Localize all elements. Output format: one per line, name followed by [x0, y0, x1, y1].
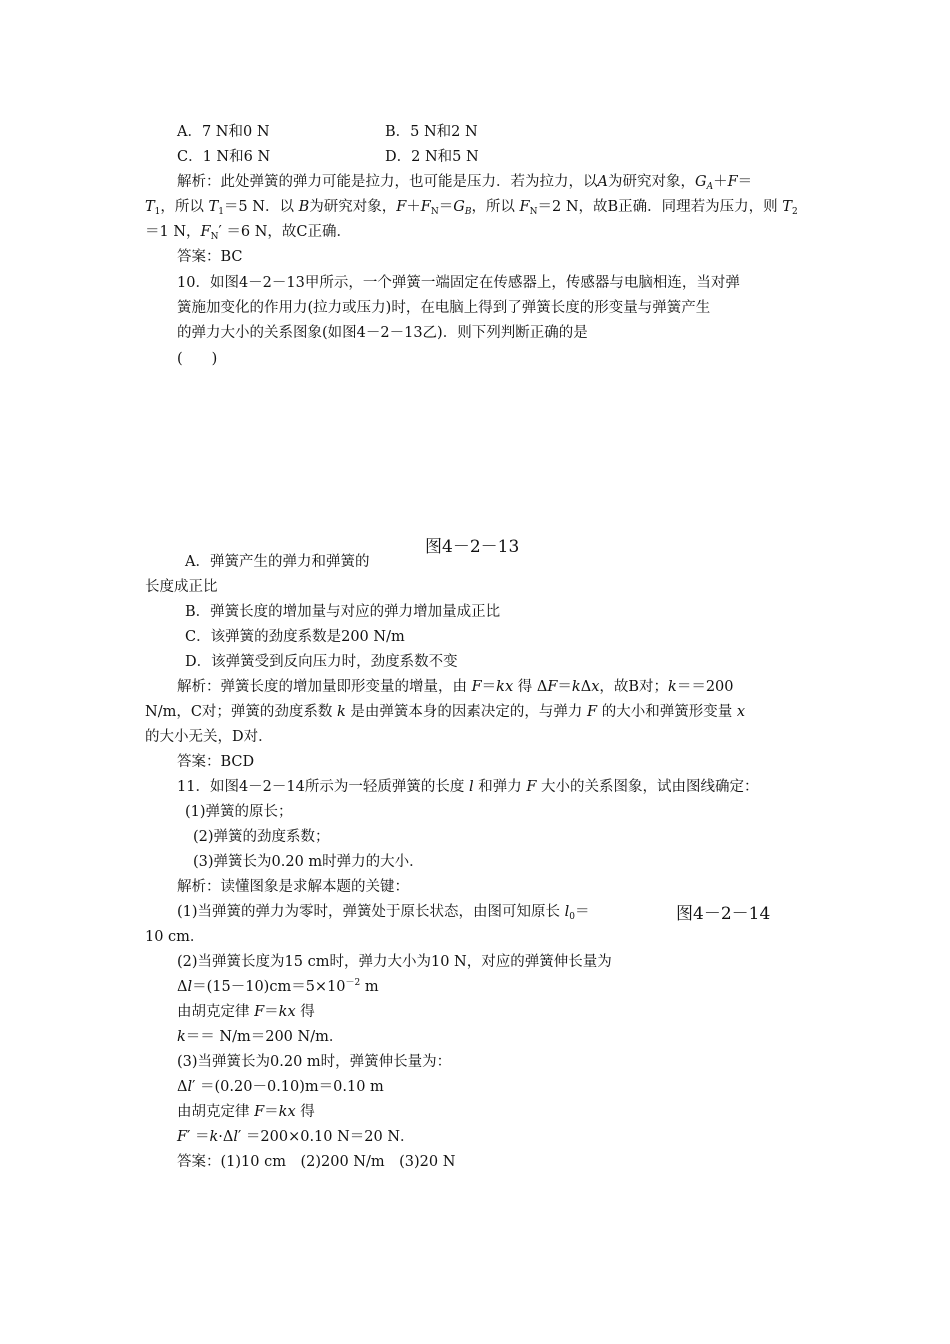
q9-option-a: A．7 N和0 N — [177, 124, 270, 140]
q9-option-b: B．5 N和2 N — [385, 124, 478, 140]
q9-solution-line-2: $T_1$，所以 $T_1=5$ N．以 B为研究对象，$F+F_N=G_B$，所以 $F_N=2$ N，故B正确．同理若为压力，则 $T_2$ — [145, 199, 798, 217]
q11-part-1: (1)弹簧的原长； — [185, 804, 293, 820]
q10-solution-line-2: N/m，C对；弹簧的劲度系数 k 是由弹簧本身的因素决定的，与弹力 F 的大小和弹簧形变量 x — [145, 704, 746, 720]
q10-option-c: C．该弹簧的劲度系数是200 N/m — [185, 629, 405, 645]
q9-solution-line-1: 解析：此处弹簧的弹力可能是拉力，也可能是压力．若为拉力，以A为研究对象，$G_A+F=$ — [177, 174, 753, 192]
q10-option-a-line-2: 长度成正比 — [145, 579, 218, 595]
q10-answer: 答案：BCD — [177, 754, 255, 770]
q9-option-d: D．2 N和5 N — [385, 149, 479, 165]
q11-solution-step-2-line-3: 由胡克定律 F＝kx 得 — [177, 1004, 315, 1020]
q11-part-3: (3)弹簧长为0.20 m时弹力的大小． — [193, 854, 424, 870]
q11-figure-caption: 图4－2－14 — [676, 904, 771, 924]
q10-solution-line-1: 解析：弹簧长度的增加量即形变量的增量，由 F＝kx 得 ΔF＝kΔx，故B对；k＝＝200 — [177, 679, 734, 695]
q11-solution-step-1-cont: 10 cm． — [145, 929, 205, 945]
q10-stem-line-1: 10．如图4－2－13甲所示，一个弹簧一端固定在传感器上，传感器与电脑相连，当对弹 — [177, 275, 740, 291]
q10-stem-line-2: 簧施加变化的作用力(拉力或压力)时，在电脑上得到了弹簧长度的形变量与弹簧产生 — [177, 300, 711, 316]
q9-solution-line-3: ＝1 N，$F_N' =6$ N，故C正确． — [145, 224, 351, 242]
q10-figure-caption: 图4－2－13 — [425, 537, 520, 557]
q9-answer: 答案：BC — [177, 249, 243, 265]
q11-solution-step-1: (1)当弹簧的弹力为零时，弹簧处于原长状态，由图可知原长 $l_0=$ — [177, 904, 590, 922]
q9-option-c: C．1 N和6 N — [177, 149, 271, 165]
q11-part-2: (2)弹簧的劲度系数； — [193, 829, 330, 845]
q11-stem: 11．如图4－2－14所示为一轻质弹簧的长度 l 和弹力 F 大小的关系图象，试由图线确定： — [177, 779, 759, 795]
q11-solution-step-3-line-4: F′ ＝k·Δl′ ＝200×0.10 N＝20 N． — [177, 1129, 415, 1145]
q11-solution-step-3-line-3: 由胡克定律 F＝kx 得 — [177, 1104, 315, 1120]
q11-answer: 答案：(1)10 cm (2)200 N/m (3)20 N — [177, 1154, 456, 1170]
q10-answer-blank: ( ) — [177, 351, 218, 367]
q10-option-a-line-1: A．弹簧产生的弹力和弹簧的 — [185, 554, 370, 570]
q11-solution-step-3-line-2: Δl′ ＝(0.20－0.10)m＝0.10 m — [177, 1079, 384, 1095]
q10-option-d: D．该弹簧受到反向压力时，劲度系数不变 — [185, 654, 458, 670]
q11-solution-step-2-line-2: $\Delta l=(15-10)cm=5\times 10^{-2}$ m — [177, 978, 379, 995]
q10-stem-line-3: 的弹力大小的关系图象(如图4－2－13乙)．则下列判断正确的是 — [177, 325, 588, 341]
q11-solution-step-2-line-4: k＝＝ N/m＝200 N/m． — [177, 1029, 344, 1045]
q11-solution-intro: 解析：读懂图象是求解本题的关键： — [177, 879, 409, 895]
q11-solution-step-2-line-1: (2)当弹簧长度为15 cm时，弹力大小为10 N，对应的弹簧伸长量为 — [177, 954, 612, 970]
q11-solution-step-3-line-1: (3)当弹簧长为0.20 m时，弹簧伸长量为： — [177, 1054, 452, 1070]
q10-option-b: B．弹簧长度的增加量与对应的弹力增加量成正比 — [185, 604, 501, 620]
q10-solution-line-3: 的大小无关，D对． — [145, 729, 273, 745]
